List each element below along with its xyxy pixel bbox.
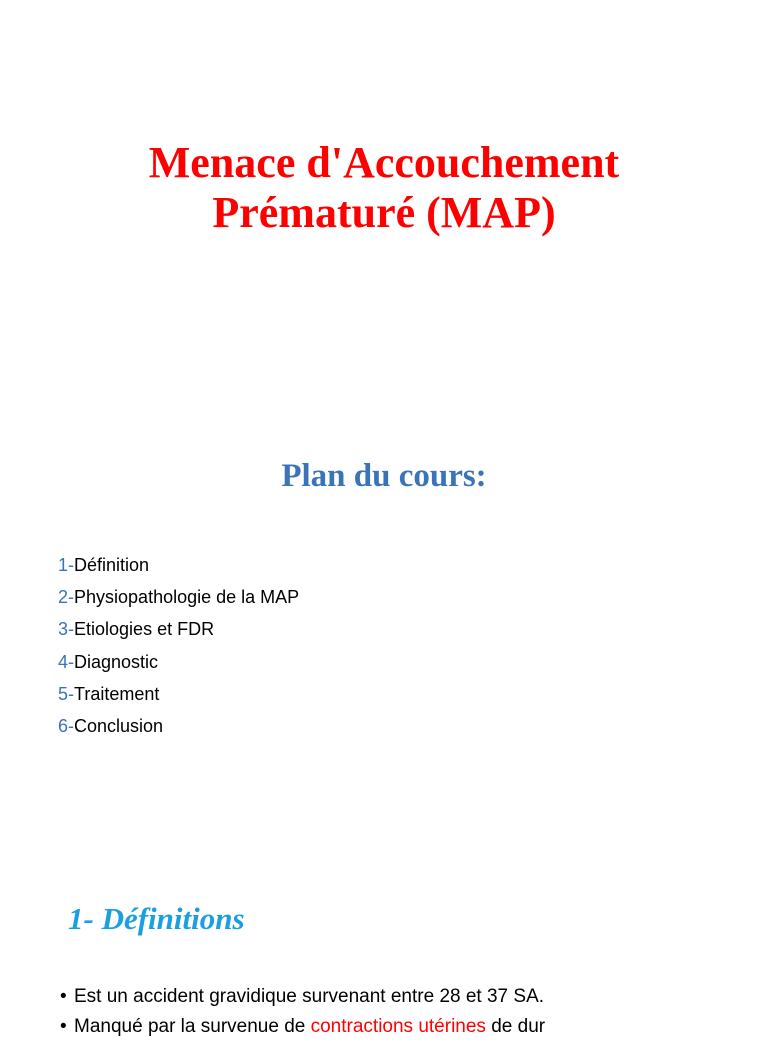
plan-item-number: 2- <box>58 587 75 608</box>
document-title-line-1: Menace d'Accouchement <box>148 138 620 187</box>
plan-item-label: Conclusion <box>74 716 164 737</box>
plan-item <box>58 710 299 742</box>
bullet-text: Est un accident gravidique survenant entre 28 et 37 SA. <box>74 986 545 1007</box>
document-title <box>0 138 768 238</box>
plan-item-label: Définition <box>74 555 150 575</box>
bullet-item <box>60 982 760 1012</box>
bullet-dot-icon: • <box>60 1016 67 1037</box>
plan-item-label: Etiologies et FDR <box>74 619 215 640</box>
bullet-text-highlight: contractions utérines <box>310 1016 486 1037</box>
plan-list <box>58 549 299 742</box>
plan-item-number: 1- <box>58 555 75 575</box>
plan-item <box>58 678 299 710</box>
bullet-text-pre: Manqué par la survenue de <box>74 1016 311 1037</box>
plan-item-label: Diagnostic <box>74 651 159 672</box>
plan-item <box>58 581 299 613</box>
plan-item-number: 6- <box>58 716 75 737</box>
plan-item-number: 5- <box>58 683 75 704</box>
section-heading: 1- Définitions <box>68 901 245 936</box>
plan-item <box>58 549 299 581</box>
document-title-line-2: Prématuré (MAP) <box>212 188 556 237</box>
plan-heading: Plan du cours: <box>281 458 487 494</box>
plan-item-label: Traitement <box>74 683 160 704</box>
bullet-text-post: de dur <box>485 1016 546 1037</box>
plan-item-number: 3- <box>58 619 75 640</box>
plan-item <box>58 646 299 678</box>
bullet-item <box>60 1012 760 1042</box>
plan-item-number: 4- <box>58 651 75 672</box>
definition-bullets <box>60 982 760 1042</box>
plan-item <box>58 613 299 645</box>
bullet-dot-icon: • <box>60 986 67 1007</box>
plan-item-label: Physiopathologie de la MAP <box>74 587 300 608</box>
